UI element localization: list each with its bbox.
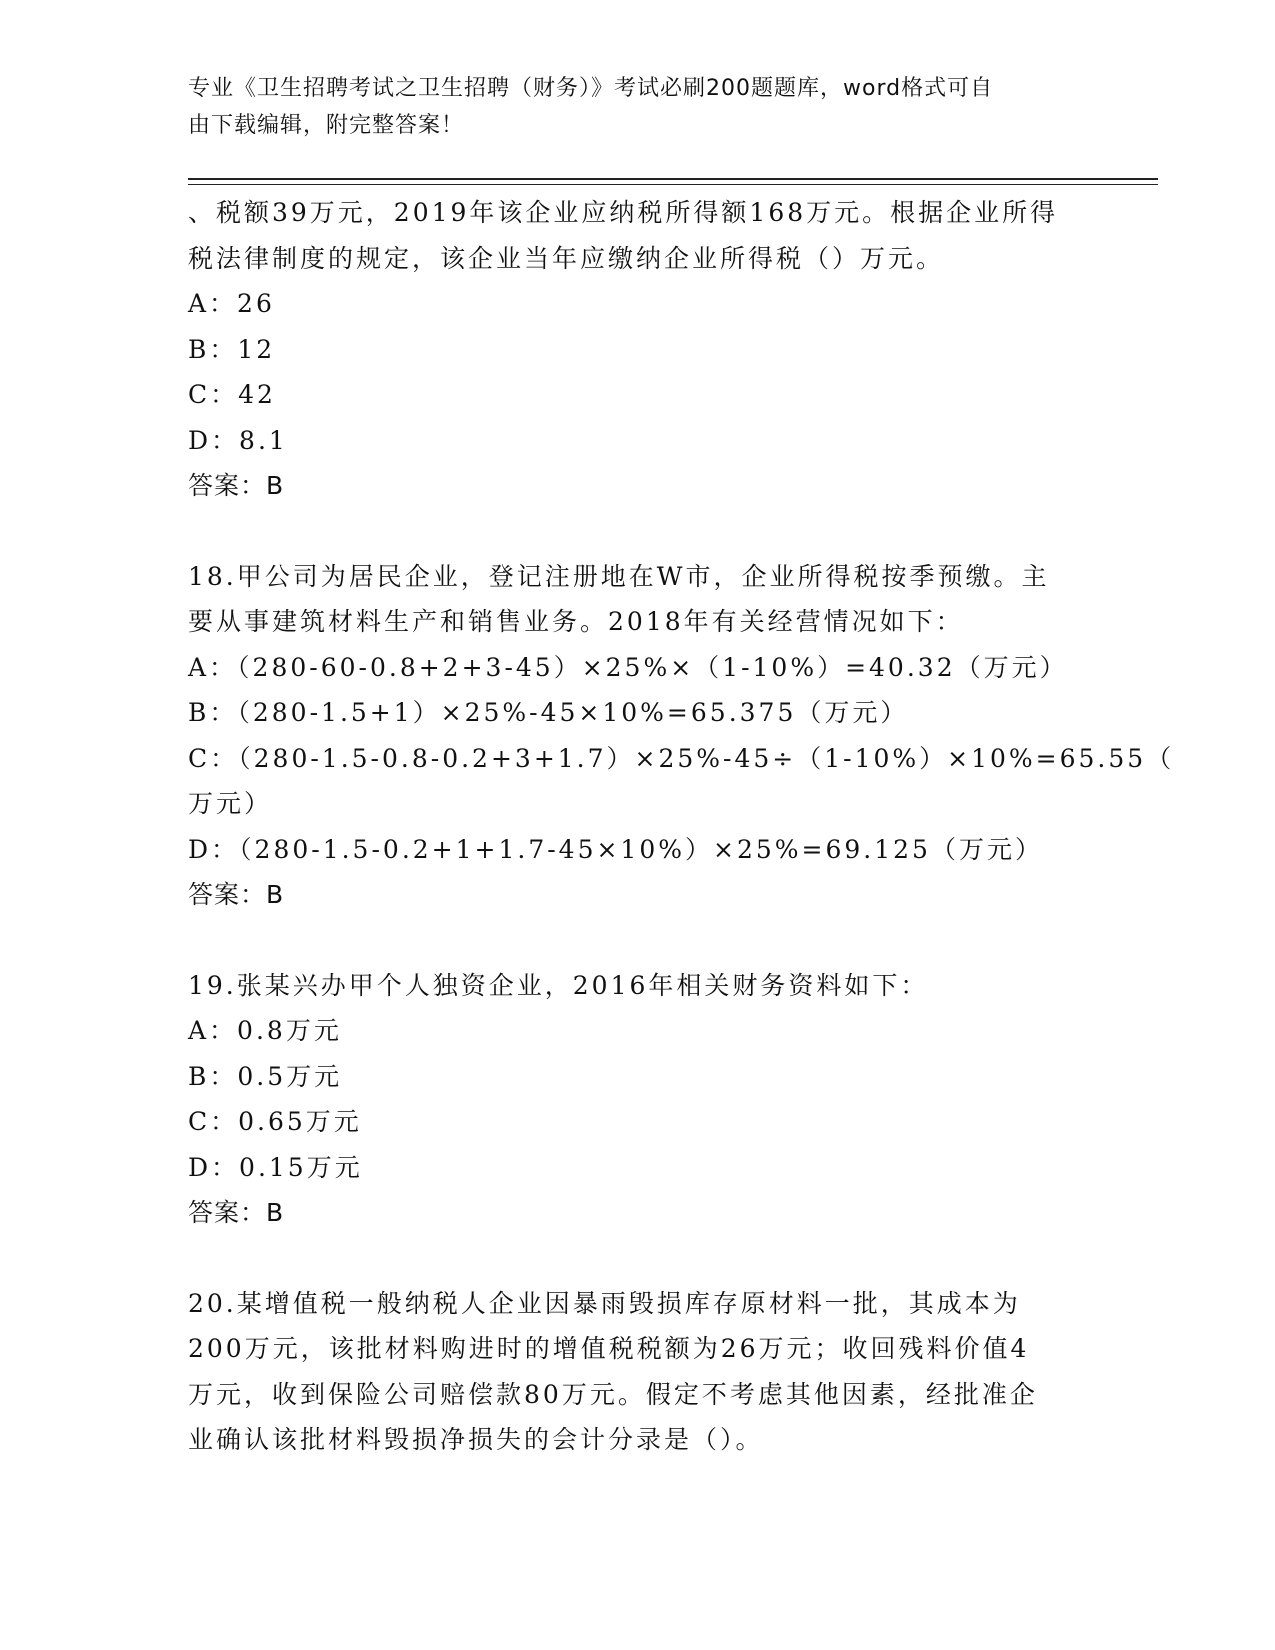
option-b: B：12 — [188, 334, 276, 364]
question-text-line: 200万元，该批材料购进时的增值税税额为26万元；收回残料价值4 — [188, 1334, 1030, 1363]
option-a: A：0.8万元 — [188, 1016, 342, 1045]
question-text-line: 万元，收到保险公司赔偿款80万元。假定不考虑其他因素，经批准企 — [188, 1379, 1038, 1409]
header-rule-thick — [188, 178, 1158, 180]
question-20 — [188, 1281, 1088, 1463]
question-text-line: 20.某增值税一般纳税人企业因暴雨毁损库存原材料一批，其成本为 — [188, 1288, 1021, 1318]
question-17 — [188, 190, 1088, 509]
option-c: C：（280-1.5-0.8-0.2+3+1.7）×25%-45÷（1-10%）×10%=65.55（ — [188, 743, 1175, 773]
questions-content — [188, 190, 1175, 1463]
option-c: C：0.65万元 — [188, 1107, 362, 1136]
question-18 — [188, 554, 1175, 918]
option-a: A：26 — [188, 289, 275, 318]
header-rule-thin — [188, 184, 1158, 185]
question-19 — [188, 963, 1088, 1236]
question-text-line: 税法律制度的规定，该企业当年应缴纳企业所得税（）万元。 — [188, 243, 945, 273]
question-text-line: 业确认该批材料毁损净损失的会计分录是（）。 — [188, 1425, 764, 1454]
option-b: B：0.5万元 — [188, 1061, 343, 1091]
question-text-line: 、税额39万元，2019年该企业应纳税所得额168万元。根据企业所得 — [188, 198, 1059, 227]
spacer — [188, 918, 1088, 963]
option-c: C：42 — [188, 380, 276, 409]
option-d: D：8.1 — [188, 425, 288, 455]
option-d: D：（280-1.5-0.2+1+1.7-45×10%）×25%=69.125（万元） — [188, 834, 1043, 864]
option-d: D：0.15万元 — [188, 1152, 363, 1182]
option-a: A：（280-60-0.8+2+3-45）×25%×（1-10%）=40.32（万元） — [188, 652, 1068, 682]
option-b: B：（280-1.5+1）×25%-45×10%=65.375（万元） — [188, 698, 909, 727]
answer-line: 答案：B — [188, 880, 285, 909]
question-text-line: 19.张某兴办甲个人独资企业，2016年相关财务资料如下： — [188, 970, 929, 1000]
option-c-continued: 万元） — [188, 789, 273, 818]
spacer — [188, 1236, 1088, 1281]
answer-line: 答案：B — [188, 471, 285, 500]
document-header: 专业《卫生招聘考试之卫生招聘（财务）》考试必刷200题题库，word格式可自 由下载编辑，附完整答案！ — [188, 76, 994, 138]
answer-line: 答案：B — [188, 1198, 285, 1227]
question-text-line: 18.甲公司为居民企业，登记注册地在W市，企业所得税按季预缴。主 — [188, 561, 1050, 591]
spacer — [188, 509, 1088, 554]
question-text-line: 要从事建筑材料生产和销售业务。2018年有关经营情况如下： — [188, 607, 964, 636]
